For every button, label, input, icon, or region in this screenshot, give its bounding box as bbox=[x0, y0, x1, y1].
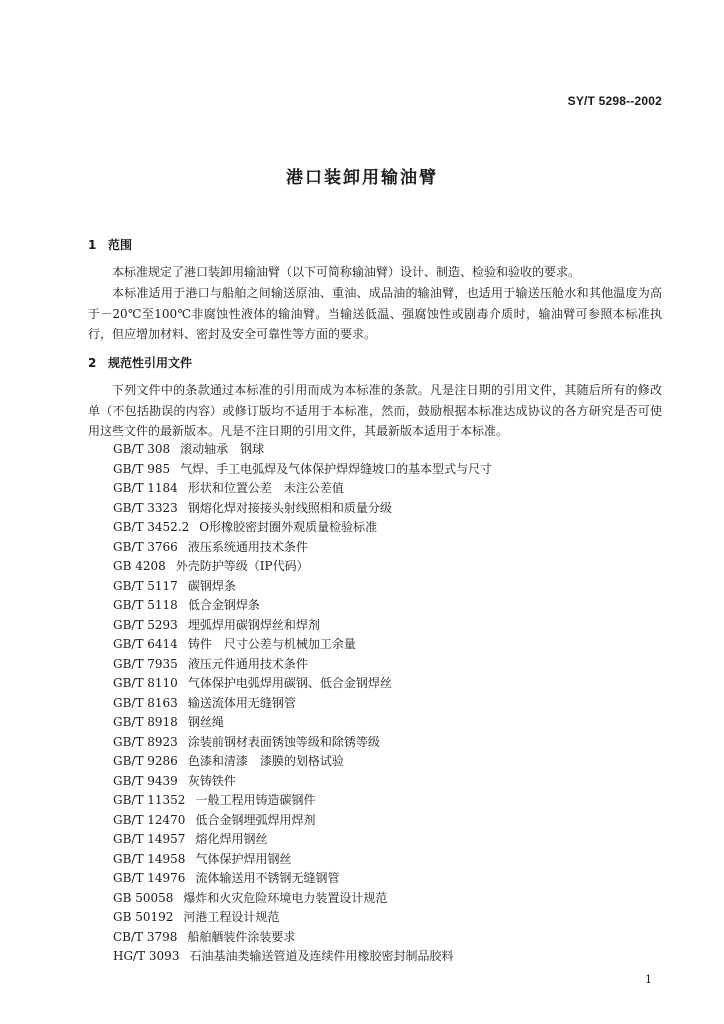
reference-item bbox=[113, 772, 492, 792]
reference-code: GB/T 5117 bbox=[113, 578, 178, 593]
reference-title: 河港工程设计规范 bbox=[183, 910, 280, 924]
reference-item bbox=[113, 616, 492, 636]
reference-item bbox=[113, 596, 492, 616]
reference-code: GB 50058 bbox=[113, 890, 174, 905]
reference-code: GB/T 9286 bbox=[113, 754, 178, 768]
document-code: SY/T 5298--2002 bbox=[567, 94, 662, 108]
reference-code: GB/T 14958 bbox=[113, 851, 186, 866]
reference-code: GB/T 8918 bbox=[113, 715, 178, 729]
reference-item bbox=[113, 811, 492, 831]
reference-code: GB/T 3452.2 bbox=[113, 520, 190, 534]
reference-item bbox=[113, 830, 492, 850]
reference-code: GB/T 12470 bbox=[113, 812, 186, 827]
reference-title: 气焊、手工电弧焊及气体保护焊焊缝坡口的基本型式与尺寸 bbox=[180, 461, 493, 476]
reference-title: 爆炸和火灾危险环境电力装置设计规范 bbox=[183, 890, 388, 905]
reference-title: 石油基油类输送管道及连续件用橡胶密封制品胶料 bbox=[189, 949, 454, 963]
reference-code: GB/T 8163 bbox=[113, 695, 178, 710]
reference-code: GB/T 985 bbox=[113, 461, 171, 476]
section-2-heading bbox=[88, 354, 192, 371]
page-number: 1 bbox=[645, 973, 652, 986]
reference-code: GB/T 11352 bbox=[113, 793, 186, 807]
reference-code: GB/T 3766 bbox=[113, 539, 178, 554]
section-1-heading bbox=[88, 236, 132, 253]
reference-title: 液压系统通用技术条件 bbox=[187, 539, 308, 554]
reference-title: 滚动轴承 钢球 bbox=[180, 442, 265, 456]
reference-code: GB 50192 bbox=[113, 910, 174, 924]
reference-code: HG/T 3093 bbox=[113, 949, 180, 963]
reference-title: O形橡胶密封圈外观质量检验标准 bbox=[199, 520, 378, 534]
reference-title: 铸件 尺寸公差与机械加工余量 bbox=[187, 637, 356, 651]
document-title: 港口装卸用输油臂 bbox=[286, 168, 438, 188]
reference-code: CB/T 3798 bbox=[113, 929, 178, 944]
reference-item bbox=[113, 577, 492, 597]
normative-reference-list bbox=[113, 440, 492, 967]
reference-code: GB/T 5118 bbox=[113, 598, 178, 612]
reference-item bbox=[113, 713, 492, 733]
section-2-title: 规范性引用文件 bbox=[108, 356, 193, 370]
reference-code: GB/T 1184 bbox=[113, 481, 178, 495]
reference-title: 涂装前钢材表面锈蚀等级和除锈等级 bbox=[187, 734, 380, 749]
reference-item bbox=[113, 908, 492, 928]
reference-item bbox=[113, 499, 492, 519]
reference-item bbox=[113, 460, 492, 480]
section-2-paragraph-1: 下列文件中的条款通过本标准的引用而成为本标准的条款。凡是注日期的引用文件，其随后所有的修改单（不包括勘误的内容）或修订版均不适用于本标准，然而，鼓励根据本标准达成协议的各方研究是否可使用这些文件的最新版本。凡是不注日期的引用文件，其最新版本适用于本标准。 bbox=[88, 383, 662, 438]
reference-code: GB/T 14976 bbox=[113, 871, 186, 885]
reference-title: 外壳防护等级（IP代码） bbox=[175, 559, 309, 573]
reference-code: GB/T 308 bbox=[113, 442, 171, 456]
reference-title: 钢丝绳 bbox=[187, 715, 224, 729]
reference-title: 色漆和清漆 漆膜的划格试验 bbox=[187, 754, 344, 768]
reference-item bbox=[113, 518, 492, 538]
reference-item bbox=[113, 791, 492, 811]
reference-title: 船舶舾装件涂装要求 bbox=[187, 929, 296, 944]
reference-title: 液压元件通用技术条件 bbox=[187, 656, 308, 671]
section-1-number: 1 bbox=[88, 238, 97, 252]
reference-code: GB/T 8923 bbox=[113, 734, 178, 749]
reference-title: 流体输送用不锈钢无缝钢管 bbox=[195, 871, 340, 885]
reference-title: 碳钢焊条 bbox=[187, 578, 236, 593]
reference-code: GB/T 9439 bbox=[113, 773, 178, 788]
reference-item bbox=[113, 850, 492, 870]
reference-title: 埋弧焊用碳钢焊丝和焊剂 bbox=[187, 617, 320, 632]
reference-item bbox=[113, 733, 492, 753]
reference-code: GB/T 6414 bbox=[113, 637, 178, 651]
reference-item bbox=[113, 635, 492, 655]
reference-code: GB/T 7935 bbox=[113, 656, 178, 671]
reference-item bbox=[113, 889, 492, 909]
reference-title: 低合金钢埋弧焊用焊剂 bbox=[195, 812, 316, 827]
reference-title: 低合金钢焊条 bbox=[187, 598, 260, 612]
section-2-number: 2 bbox=[88, 356, 97, 370]
reference-item bbox=[113, 694, 492, 714]
reference-item bbox=[113, 557, 492, 577]
reference-title: 钢熔化焊对接接头射线照相和质量分级 bbox=[187, 500, 392, 515]
section-1-paragraph-1: 本标准规定了港口装卸用输油臂（以下可简称输油臂）设计、制造、检验和验收的要求。 bbox=[112, 265, 581, 279]
reference-title: 形状和位置公差 未注公差值 bbox=[187, 481, 344, 495]
reference-title: 一般工程用铸造碳钢件 bbox=[195, 793, 316, 807]
reference-code: GB/T 3323 bbox=[113, 500, 178, 515]
reference-code: GB/T 14957 bbox=[113, 832, 186, 846]
reference-title: 气体保护电弧焊用碳钢、低合金钢焊丝 bbox=[187, 676, 392, 690]
reference-code: GB/T 8110 bbox=[113, 676, 178, 690]
reference-item bbox=[113, 674, 492, 694]
reference-code: GB 4208 bbox=[113, 559, 166, 573]
reference-title: 气体保护焊用钢丝 bbox=[195, 851, 292, 866]
reference-item bbox=[113, 869, 492, 889]
reference-item bbox=[113, 947, 492, 967]
reference-code: GB/T 5293 bbox=[113, 617, 178, 632]
reference-title: 灰铸铁件 bbox=[187, 773, 236, 788]
reference-title: 熔化焊用钢丝 bbox=[195, 832, 268, 846]
reference-item bbox=[113, 440, 492, 460]
reference-item bbox=[113, 655, 492, 675]
section-1-paragraph-2: 本标准适用于港口与船舶之间输送原油、重油、成品油的输油臂，也适用于输送压舱水和其他温度为高于－20℃至100℃非腐蚀性液体的输油臂。当输送低温、强腐蚀性或剧毒介质时，输油臂可参照本标准执行，但应增加材料、密封及安全可靠性等方面的要求。 bbox=[88, 286, 662, 341]
reference-item bbox=[113, 479, 492, 499]
reference-item bbox=[113, 538, 492, 558]
reference-item bbox=[113, 928, 492, 948]
reference-title: 输送流体用无缝钢管 bbox=[187, 695, 296, 710]
section-1-title: 范围 bbox=[108, 238, 133, 252]
reference-item bbox=[113, 752, 492, 772]
